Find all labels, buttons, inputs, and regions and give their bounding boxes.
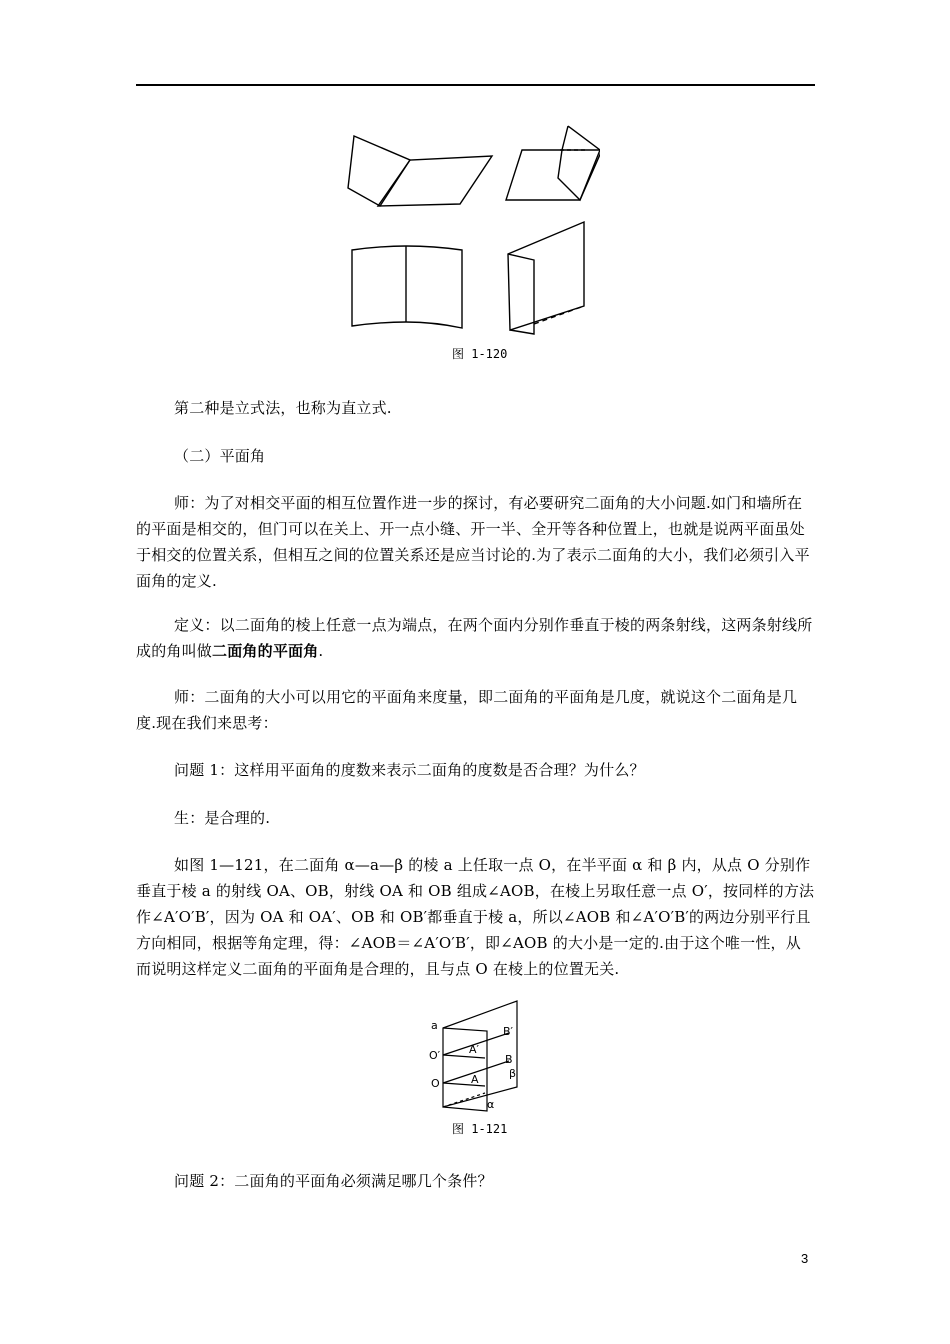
label-o-prime: O′ <box>429 1049 441 1062</box>
definition-term: 二面角的平面角 <box>212 642 319 660</box>
paragraph-method: 第二种是立式法，也称为直立式. <box>174 399 392 417</box>
label-a: a <box>431 1019 438 1032</box>
paragraph-proof: 如图 1—121，在二面角 α—a—β 的棱 a 上任取一点 O，在半平面 α 和 β 内，从点 O 分别作垂直于棱 a 的射线 OA、OB，射线 OA 和 OB 组成∠AOB，在棱上另取任意一点 O′，按同样的方法作∠A′O′B′，因为 OA 和 OA′、OB 和 OB′都垂直于棱 a，所以∠AOB 和∠A′O′B′的两边分别平行且方向相同，根据等角定理，得：∠AOB＝∠A′O′B′，即∠AOB 的大小是一定的.由于这个唯一性，从而说明这样定义二面角的平面角是合理的，且与点 O 在棱上的位置无关. <box>136 856 815 978</box>
dihedral-sketch-2 <box>506 126 600 200</box>
label-b-prime: B′ <box>503 1025 514 1038</box>
paragraph-student: 生：是合理的. <box>174 809 271 827</box>
paragraph-teacher-2: 师：二面角的大小可以用它的平面角来度量，即二面角的平面角是几度，就说这个二面角是几度.现在我们来思考： <box>136 688 798 732</box>
label-a-point: A <box>471 1073 479 1086</box>
paragraph-definition <box>136 612 816 664</box>
paragraph-question-1: 问题 1：这样用平面角的度数来表示二面角的度数是否合理？为什么？ <box>174 761 645 779</box>
dihedral-sketch-3 <box>352 246 462 328</box>
label-o: O <box>431 1077 440 1090</box>
dihedral-sketch-4 <box>508 222 584 334</box>
figure-1-120 <box>340 118 600 338</box>
section-heading-plane-angle: （二）平面角 <box>174 447 266 465</box>
figure-1-120-caption: 图 1-120 <box>452 347 508 361</box>
header-rule <box>136 84 815 86</box>
definition-end: . <box>318 642 324 660</box>
page-number: 3 <box>801 1251 809 1266</box>
paragraph-question-2: 问题 2：二面角的平面角必须满足哪几个条件？ <box>174 1172 493 1190</box>
dihedral-sketch-1 <box>348 136 492 206</box>
paragraph-teacher-1: 师：为了对相交平面的相互位置作进一步的探讨，有必要研究二面角的大小问题.如门和墙所在的平面是相交的，但门可以在关上、开一点小缝、开一半、全开等各种位置上，也就是说两平面虽处于相交的位置关系，但相互之间的位置关系还是应当讨论的.为了表示二面角的大小，我们必须引入平面角的定义. <box>136 494 810 590</box>
label-beta: β <box>509 1067 517 1080</box>
label-alpha: α <box>487 1098 495 1111</box>
definition-text: 定义：以二面角的棱上任意一点为端点，在两个面内分别作垂直于棱的两条射线，这两条射线所成的角叫做 <box>136 616 813 660</box>
figure-1-121-caption: 图 1-121 <box>452 1122 508 1136</box>
label-b: B <box>505 1053 513 1066</box>
label-a-prime: A′ <box>469 1043 480 1056</box>
figure-1-121 <box>425 995 525 1115</box>
